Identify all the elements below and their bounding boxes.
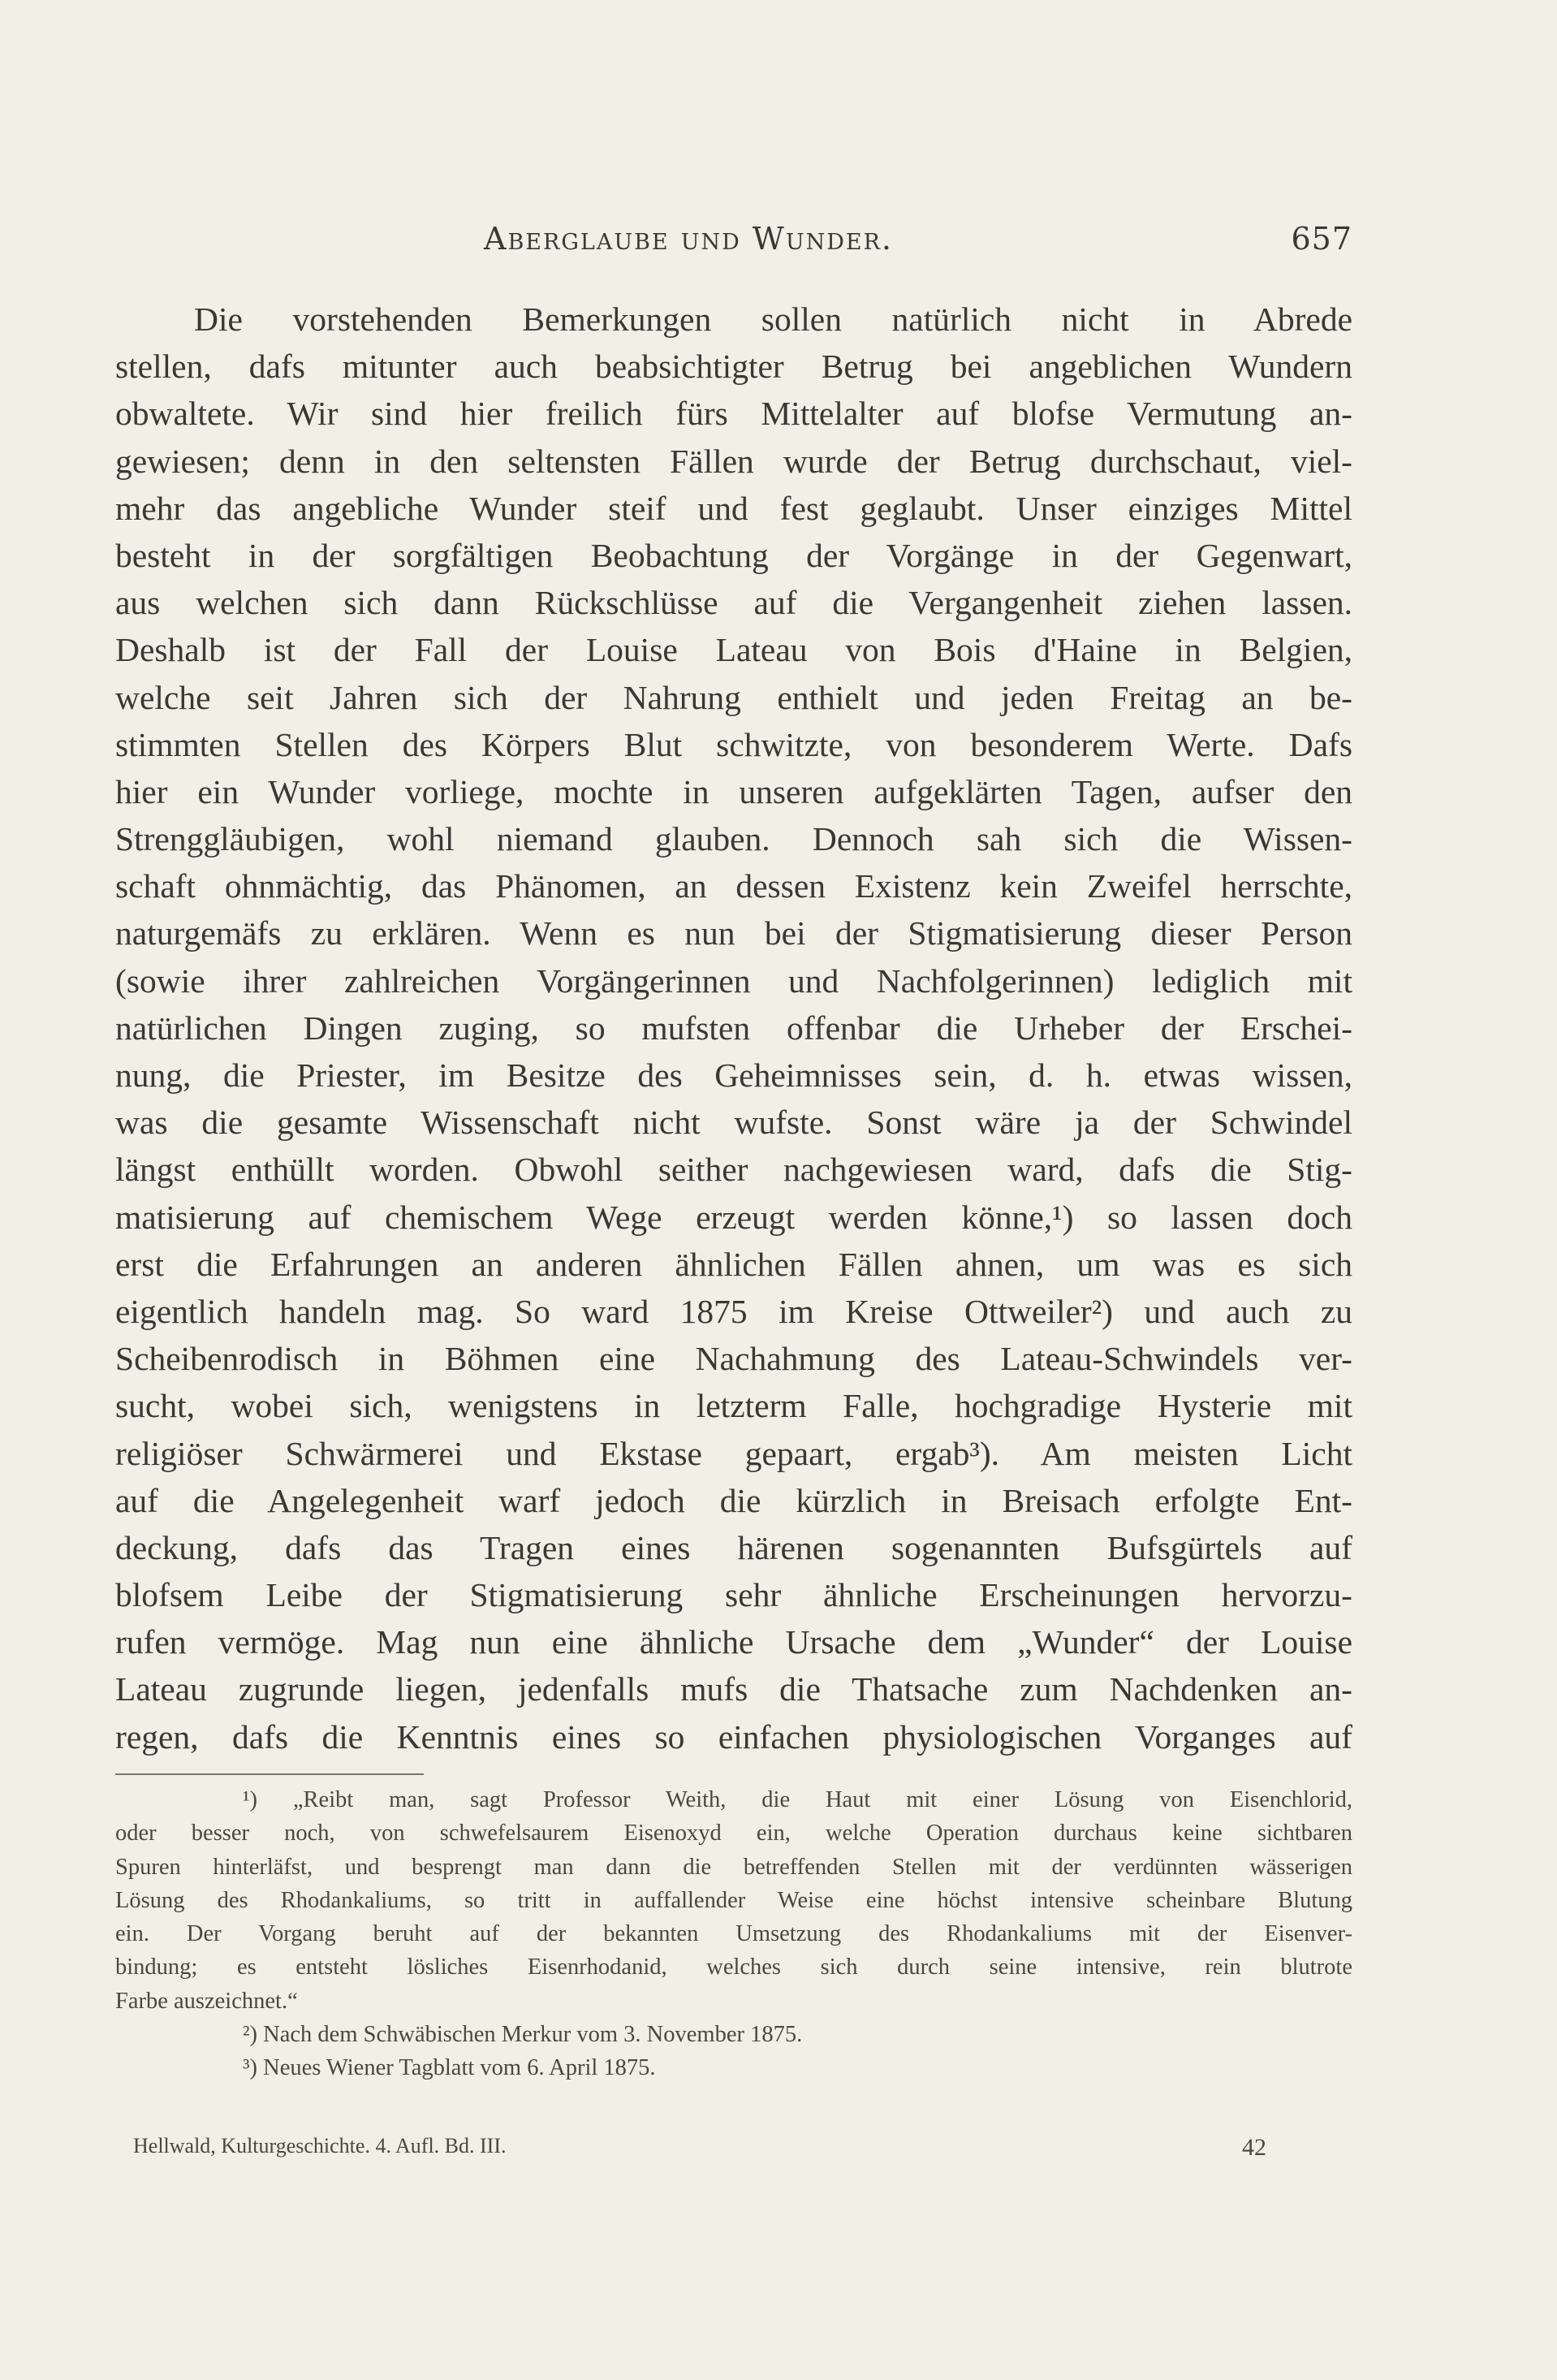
text-line: aus welchen sich dann Rückschlüsse auf die Vergangenheit ziehen lassen. <box>115 584 1352 622</box>
main-text <box>115 296 1352 1760</box>
text-line: eigentlich handeln mag. So ward 1875 im Kreise Ottweiler²) und auch zu <box>115 1292 1352 1330</box>
text-line: religiöser Schwärmerei und Ekstase gepaart, ergab³). Am meisten Licht <box>115 1434 1352 1472</box>
text-line: hier ein Wunder vorliege, mochte in unseren aufgeklärten Tagen, aufser den <box>115 772 1352 810</box>
footnote-line: ¹) „Reibt man, sagt Professor Weith, die Haut mit einer Lösung von Eisenchlorid, <box>243 1787 1352 1812</box>
text-line: stellen, dafs mitunter auch beabsichtigter Betrug bei angeblichen Wundern <box>115 348 1352 386</box>
text-line: blofsem Leibe der Stigmatisierung sehr ähnliche Erscheinungen hervorzu- <box>115 1576 1352 1614</box>
text-line: deckung, dafs das Tragen eines härenen sogenannten Bufsgürtels auf <box>115 1528 1352 1566</box>
footnote-3: ³) Neues Wiener Tagblatt vom 6. April 1875. <box>243 2055 656 2081</box>
text-line: rufen vermöge. Mag nun eine ähnliche Ursache dem „Wunder“ der Louise <box>115 1623 1352 1661</box>
text-line: mehr das angebliche Wunder steif und fest geglaubt. Unser einziges Mittel <box>115 489 1352 527</box>
text-line: stimmten Stellen des Körpers Blut schwitzte, von besonderem Werte. Dafs <box>115 725 1352 763</box>
footnote-2: ²) Nach dem Schwäbischen Merkur vom 3. November 1875. <box>243 2022 803 2048</box>
text-line: was die gesamte Wissenschaft nicht wufste. Sonst wäre ja der Schwindel <box>115 1104 1352 1142</box>
text-line: auf die Angelegenheit warf jedoch die kürzlich in Breisach erfolgte Ent- <box>115 1481 1352 1519</box>
text-line: Lateau zugrunde liegen, jedenfalls mufs die Thatsache zum Nachdenken an- <box>115 1670 1352 1708</box>
text-line: matisierung auf chemischem Wege erzeugt werden könne,¹) so lassen doch <box>115 1198 1352 1236</box>
footnote-line: Farbe auszeichnet.“ <box>115 1988 298 2014</box>
signature-number: 42 <box>1242 2134 1266 2161</box>
text-line: nung, die Priester, im Besitze des Geheimnisses sein, d. h. etwas wissen, <box>115 1056 1352 1094</box>
text-line: längst enthüllt worden. Obwohl seither nachgewiesen ward, dafs die Stig- <box>115 1151 1352 1189</box>
text-line: naturgemäfs zu erklären. Wenn es nun bei der Stigmatisierung dieser Person <box>115 914 1352 952</box>
text-line: regen, dafs die Kenntnis eines so einfachen physiologischen Vorganges auf <box>115 1717 1352 1756</box>
text-line: (sowie ihrer zahlreichen Vorgängerinnen und Nachfolgerinnen) lediglich mit <box>115 961 1352 1000</box>
text-line: schaft ohnmächtig, das Phänomen, an dessen Existenz kein Zweifel herrschte, <box>115 867 1352 905</box>
footnote-divider <box>115 1773 424 1775</box>
running-title: Aberglaube und Wunder. <box>484 221 894 257</box>
footnote-line: bindung; es entsteht lösliches Eisenrhodanid, welches sich durch seine intensive, rein blutrote <box>115 1955 1352 1980</box>
footnote-line: oder besser noch, von schwefelsaurem Eisenoxyd ein, welche Operation durchaus keine sichtbaren <box>115 1821 1352 1847</box>
text-line: natürlichen Dingen zuging, so mufsten offenbar die Urheber der Erschei- <box>115 1009 1352 1047</box>
page-number: 657 <box>1291 221 1352 257</box>
text-line: Scheibenrodisch in Böhmen eine Nachahmung des Lateau-Schwindels ver- <box>115 1340 1352 1378</box>
text-line: Strenggläubigen, wohl niemand glauben. Dennoch sah sich die Wissen- <box>115 820 1352 858</box>
text-line: welche seit Jahren sich der Nahrung enthielt und jeden Freitag an be- <box>115 678 1352 716</box>
text-line: gewiesen; denn in den seltensten Fällen wurde der Betrug durchschaut, viel- <box>115 442 1352 480</box>
text-line: Die vorstehenden Bemerkungen sollen natürlich nicht in Abrede <box>194 300 1352 338</box>
footnotes <box>115 1783 1352 2085</box>
signature-line: Hellwald, Kulturgeschichte. 4. Aufl. Bd. III. <box>133 2134 507 2158</box>
signature-footer <box>133 2134 1266 2161</box>
text-line: sucht, wobei sich, wenigstens in letzterm Falle, hochgradige Hysterie mit <box>115 1387 1352 1425</box>
running-header <box>484 221 1352 257</box>
footnote-line: Lösung des Rhodankaliums, so tritt in auffallender Weise eine höchst intensive scheinbare Blutung <box>115 1887 1352 1913</box>
footnote-line: ein. Der Vorgang beruht auf der bekannten Umsetzung des Rhodankaliums mit der Eisenver- <box>115 1921 1352 1947</box>
text-line: obwaltete. Wir sind hier freilich fürs Mittelalter auf blofse Vermutung an- <box>115 395 1352 433</box>
text-line: erst die Erfahrungen an anderen ähnlichen Fällen ahnen, um was es sich <box>115 1245 1352 1283</box>
text-line: besteht in der sorgfältigen Beobachtung der Vorgänge in der Gegenwart, <box>115 536 1352 574</box>
text-line: Deshalb ist der Fall der Louise Lateau von Bois d'Haine in Belgien, <box>115 631 1352 669</box>
footnote-line: Spuren hinterläfst, und besprengt man dann die betreffenden Stellen mit der verdünnten wässerigen <box>115 1854 1352 1880</box>
